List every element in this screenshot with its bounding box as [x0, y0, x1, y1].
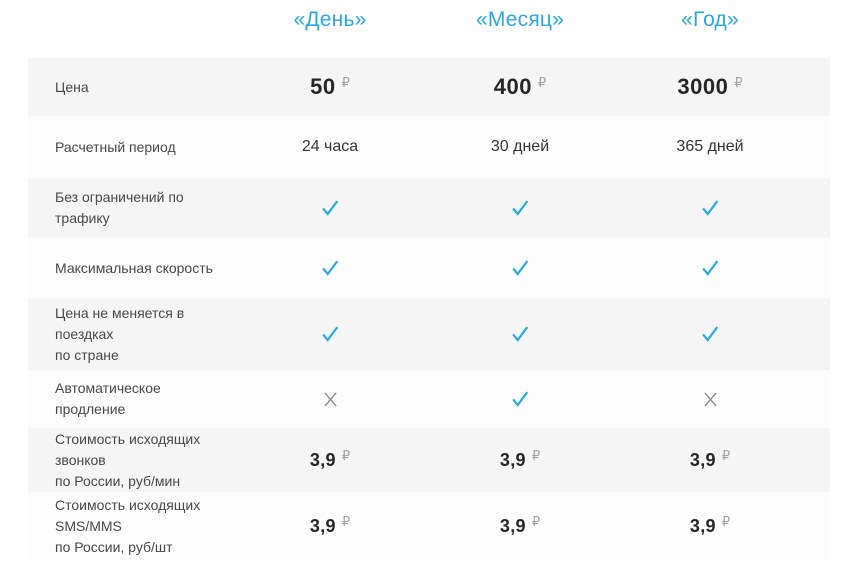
cross-icon [323, 391, 338, 408]
row-label: Цена [55, 78, 89, 95]
price-value: 3,9 [689, 515, 716, 536]
table-row [28, 370, 830, 428]
table-row [28, 428, 830, 492]
text-cell [235, 138, 425, 156]
mark-cell [615, 257, 805, 279]
price-cell [615, 516, 805, 537]
row-label: Максимальная скорость [55, 259, 213, 276]
row-label: Автоматическое продление [55, 380, 161, 417]
mark-cell [425, 257, 615, 279]
mark-cell [235, 391, 425, 408]
price-cell [425, 74, 615, 100]
mark-cell [235, 323, 425, 345]
text-cell [425, 138, 615, 156]
price-value: 50 [310, 74, 336, 99]
price-value: 3000 [677, 74, 729, 99]
price-cell [615, 74, 805, 100]
mark-cell [235, 197, 425, 219]
currency-symbol: ₽ [721, 514, 731, 530]
price-value: 3,9 [499, 515, 526, 536]
mark-cell [615, 391, 805, 408]
row-label: Цена не меняется в поездках по стране [55, 304, 185, 363]
price-value: 3,9 [689, 449, 716, 470]
column-header-day[interactable]: «День» [293, 8, 367, 31]
mark-cell [425, 197, 615, 219]
pricing-table-body [28, 58, 830, 560]
price-cell [425, 516, 615, 537]
check-icon [509, 197, 531, 219]
price-value: 400 [493, 74, 532, 99]
mark-cell [235, 257, 425, 279]
table-row [28, 492, 830, 560]
check-icon [319, 197, 341, 219]
table-row [28, 178, 830, 238]
pricing-table [28, 0, 830, 560]
price-cell [235, 74, 425, 100]
check-icon [699, 323, 721, 345]
check-icon [509, 323, 531, 345]
mark-cell [425, 388, 615, 410]
price-value: 3,9 [309, 449, 336, 470]
currency-symbol: ₽ [531, 448, 541, 464]
row-label: Стоимость исходящих звонков по России, руб/мин [55, 430, 201, 489]
currency-symbol: ₽ [734, 75, 743, 91]
check-icon [509, 388, 531, 410]
table-row [28, 238, 830, 298]
table-row [28, 58, 830, 116]
text-cell [615, 138, 805, 156]
price-cell [425, 450, 615, 471]
check-icon [509, 257, 531, 279]
text-value: 24 часа [301, 138, 359, 155]
table-row [28, 116, 830, 178]
price-cell [235, 450, 425, 471]
currency-symbol: ₽ [537, 75, 547, 91]
currency-symbol: ₽ [341, 448, 351, 464]
currency-symbol: ₽ [341, 514, 351, 530]
column-header-year[interactable]: «Год» [681, 8, 739, 31]
price-cell [615, 450, 805, 471]
cross-icon [703, 391, 718, 408]
check-icon [319, 323, 341, 345]
check-icon [699, 197, 721, 219]
mark-cell [425, 323, 615, 345]
currency-symbol: ₽ [721, 448, 731, 464]
row-label: Без ограничений по трафику [55, 189, 184, 226]
mark-cell [615, 323, 805, 345]
text-value: 365 дней [676, 138, 744, 155]
currency-symbol: ₽ [531, 514, 541, 530]
row-label: Стоимость исходящих SMS/MMS по России, руб/шт [55, 496, 201, 555]
mark-cell [615, 197, 805, 219]
check-icon [319, 257, 341, 279]
currency-symbol: ₽ [341, 75, 350, 91]
price-cell [235, 516, 425, 537]
price-value: 3,9 [499, 449, 526, 470]
table-row [28, 298, 830, 370]
row-label: Расчетный период [55, 138, 176, 155]
price-value: 3,9 [309, 515, 336, 536]
column-header-month[interactable]: «Месяц» [475, 8, 565, 31]
check-icon [699, 257, 721, 279]
text-value: 30 дней [490, 138, 550, 155]
table-header-row [28, 0, 830, 40]
